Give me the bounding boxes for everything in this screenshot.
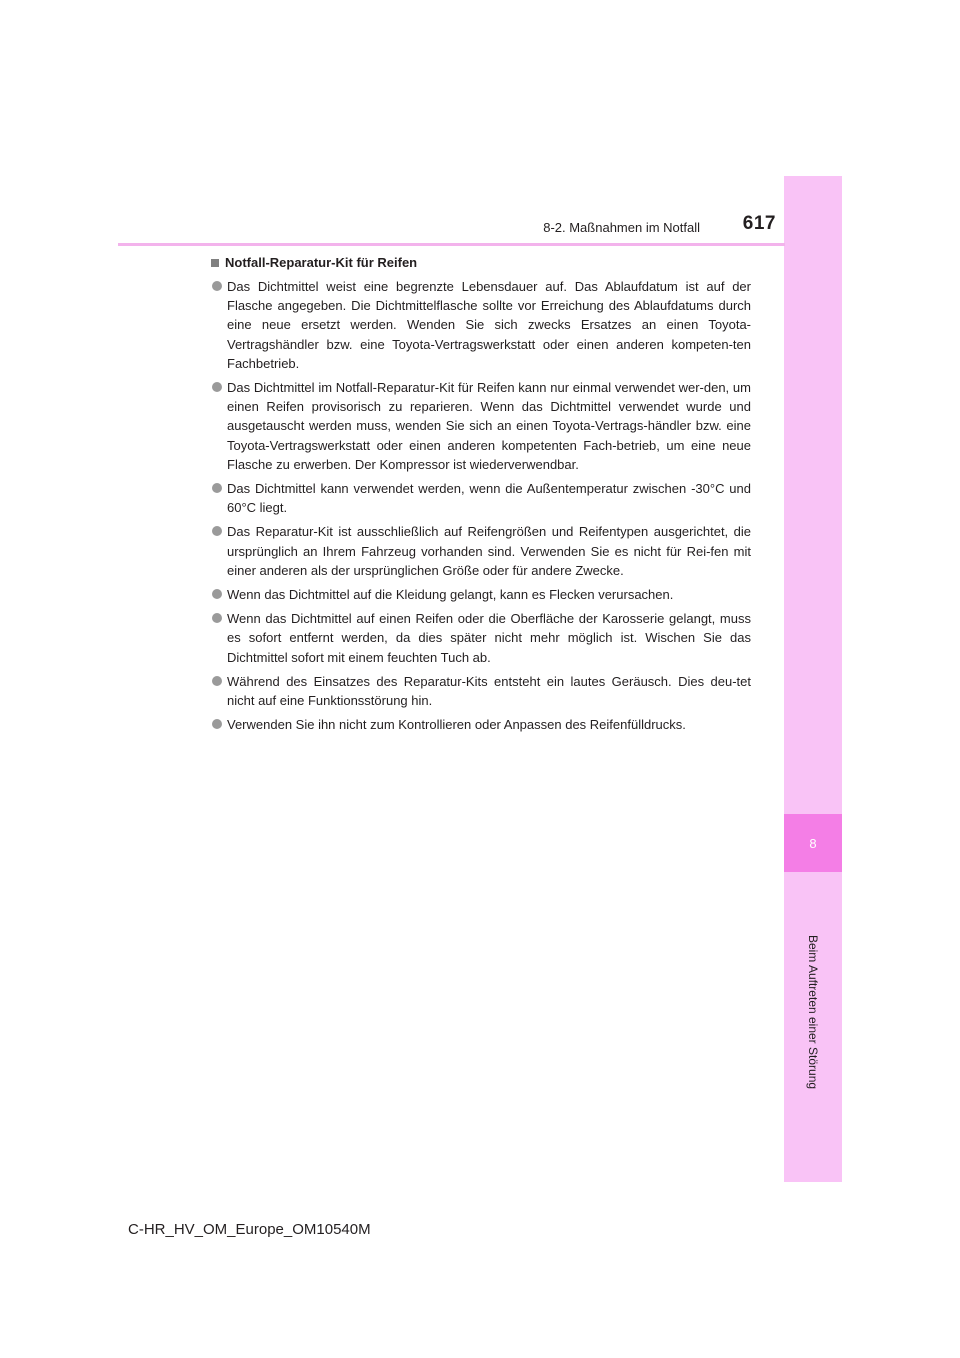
document-code: C-HR_HV_OM_Europe_OM10540M [128, 1221, 371, 1238]
list-item [211, 715, 751, 734]
list-item-text: Das Reparatur-Kit ist ausschließlich auf Reifengrößen und Reifentypen ausgerichtet, die ursprünglich an Ihrem Fahrzeug vorhanden sind. Verwenden Sie es nicht für Rei-fen mit einer anderen als der ursprünglichen Größe oder für andere Zwecke. [227, 524, 751, 578]
header-divider [118, 243, 785, 246]
list-item [211, 672, 751, 710]
bullet-dot-icon [212, 676, 222, 686]
bullet-list [211, 277, 751, 734]
bullet-dot-icon [212, 589, 222, 599]
list-item [211, 585, 751, 604]
section-heading-text: Notfall-Reparatur-Kit für Reifen [225, 255, 418, 270]
page-number: 617 [742, 213, 776, 234]
list-item-text: Verwenden Sie ihn nicht zum Kontrollieren oder Anpassen des Reifenfülldrucks. [227, 717, 686, 733]
chapter-number-box [784, 814, 842, 872]
section-title: 8-2. Maßnahmen im Notfall [543, 220, 700, 235]
list-item-text: Während des Einsatzes des Reparatur-Kits entsteht ein lautes Geräusch. Dies deu-tet nicht auf eine Funktionsstörung hin. [227, 673, 751, 709]
list-item [211, 378, 751, 474]
section-heading [211, 254, 751, 272]
chapter-title: Beim Auftreten einer Störung [806, 934, 820, 1090]
chapter-number: 8 [809, 835, 817, 851]
list-item [211, 609, 751, 667]
content-section [211, 254, 751, 739]
list-item [211, 479, 751, 517]
bullet-dot-icon [212, 719, 222, 729]
bullet-dot-icon [212, 526, 222, 536]
list-item-text: Das Dichtmittel im Notfall-Reparatur-Kit für Reifen kann nur einmal verwendet wer-den, um einen Reifen provisorisch zu reparieren. Wenn das Dichtmittel verwendet wurde und ausgetauscht werden muss, wenden Sie sich an einen Toyota-Vertrags-händler bzw. eine Toyota-Vertragswerkstatt oder einen anderen kompetenten Fach-betrieb, um eine neue Flasche zu erwerben. Der Kompressor ist wiederverwendbar. [227, 380, 751, 472]
bullet-dot-icon [212, 281, 222, 291]
list-item-text: Wenn das Dichtmittel auf die Kleidung gelangt, kann es Flecken verursachen. [227, 587, 674, 603]
bullet-dot-icon [212, 483, 222, 493]
list-item-text: Wenn das Dichtmittel auf einen Reifen oder die Oberfläche der Karosserie gelangt, muss es sofort entfernt werden, da dies später nicht mehr möglich ist. Wischen Sie das Dichtmittel sofort mit einem feuchten Tuch ab. [227, 611, 751, 665]
square-bullet-icon [211, 259, 219, 267]
bullet-dot-icon [212, 382, 222, 392]
list-item-text: Das Dichtmittel weist eine begrenzte Lebensdauer auf. Das Ablaufdatum ist auf der Flasche angegeben. Die Dichtmittelflasche sollte vor Erreichung des Ablaufdatums durch eine neue ersetzt werden. Wenden Sie sich zwecks Ersatzes an einen Toyota-Vertragshändler bzw. eine Toyota-Vertragswerkstatt oder einen anderen kompeten-ten Fachbetrieb. [227, 279, 751, 371]
bullet-dot-icon [212, 613, 222, 623]
list-item [211, 277, 751, 373]
list-item-text: Das Dichtmittel kann verwendet werden, wenn die Außentemperatur zwischen -30°C und 60°C liegt. [227, 481, 751, 516]
list-item [211, 522, 751, 580]
